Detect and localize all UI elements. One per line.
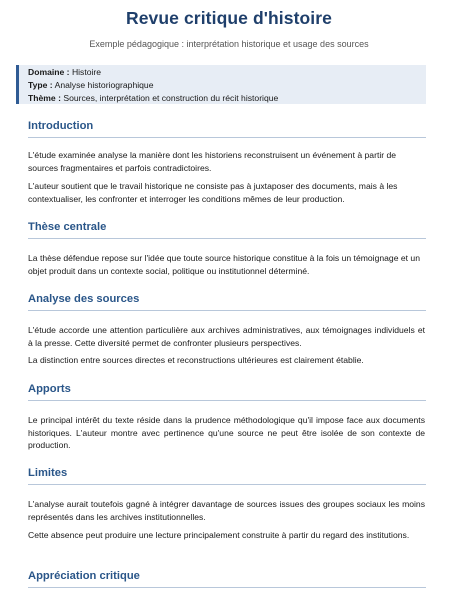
- section-heading-these-centrale: Thèse centrale: [28, 221, 426, 239]
- section-heading-analyse-sources: Analyse des sources: [28, 293, 426, 311]
- meta-type-value: Analyse historiographique: [54, 80, 154, 90]
- meta-theme-value: Sources, interprétation et construction du récit historique: [63, 93, 279, 103]
- meta-domain: [28, 66, 426, 79]
- section-heading-apports: Apports: [28, 383, 426, 401]
- metadata-box: [16, 65, 426, 104]
- limites-paragraph-1: L'analyse aurait toutefois gagné à intégrer davantage de sources issues des groupes sociaux les moins représentés dans les archives institutionnelles.: [28, 499, 425, 522]
- introduction-paragraph-2: L'auteur soutient que le travail historique ne consiste pas à juxtaposer des documents, mais à les contextualiser, les confronter et interroger les conditions mêmes de leur production.: [28, 181, 398, 204]
- document-subtitle: Exemple pédagogique : interprétation historique et usage des sources: [89, 39, 369, 49]
- analyse-paragraph-1: L'étude accorde une attention particulière aux archives administratives, aux témoignages individuels et à la presse. Cette diversité permet de confronter plusieurs perspectives.: [28, 325, 425, 348]
- meta-domain-value: Histoire: [71, 67, 102, 77]
- document-title: Revue critique d'histoire: [125, 8, 332, 28]
- section-heading-introduction: Introduction: [28, 120, 426, 138]
- limites-paragraph-2: Cette absence peut produire une lecture principalement construite à partir du regard des institutions.: [28, 530, 410, 540]
- section-heading-appreciation-critique: Appréciation critique: [28, 570, 426, 588]
- meta-type-label: Type :: [28, 80, 53, 90]
- meta-theme: [28, 92, 426, 105]
- meta-type: [28, 79, 426, 92]
- section-heading-limites: Limites: [28, 467, 426, 485]
- introduction-paragraph-1: L'étude examinée analyse la manière dont les historiens reconstruisent un événement à partir de sources fragmentaires et parfois contradictoires.: [28, 150, 397, 173]
- apports-paragraph-1: Le principal intérêt du texte réside dans la prudence méthodologique qu'il impose face aux documents historiques. L'auteur montre avec pertinence qu'une source ne peut être isolée de son contexte de production.: [28, 415, 425, 451]
- meta-domain-label: Domaine :: [28, 67, 70, 77]
- analyse-paragraph-2: La distinction entre sources directes et reconstructions ultérieures est clairement établie.: [28, 355, 364, 365]
- these-paragraph-1: La thèse défendue repose sur l'idée que toute source historique constitue à la fois un témoignage et un objet produit dans un contexte social, politique ou institutionnel déterminé.: [28, 253, 420, 276]
- meta-theme-label: Thème :: [28, 93, 61, 103]
